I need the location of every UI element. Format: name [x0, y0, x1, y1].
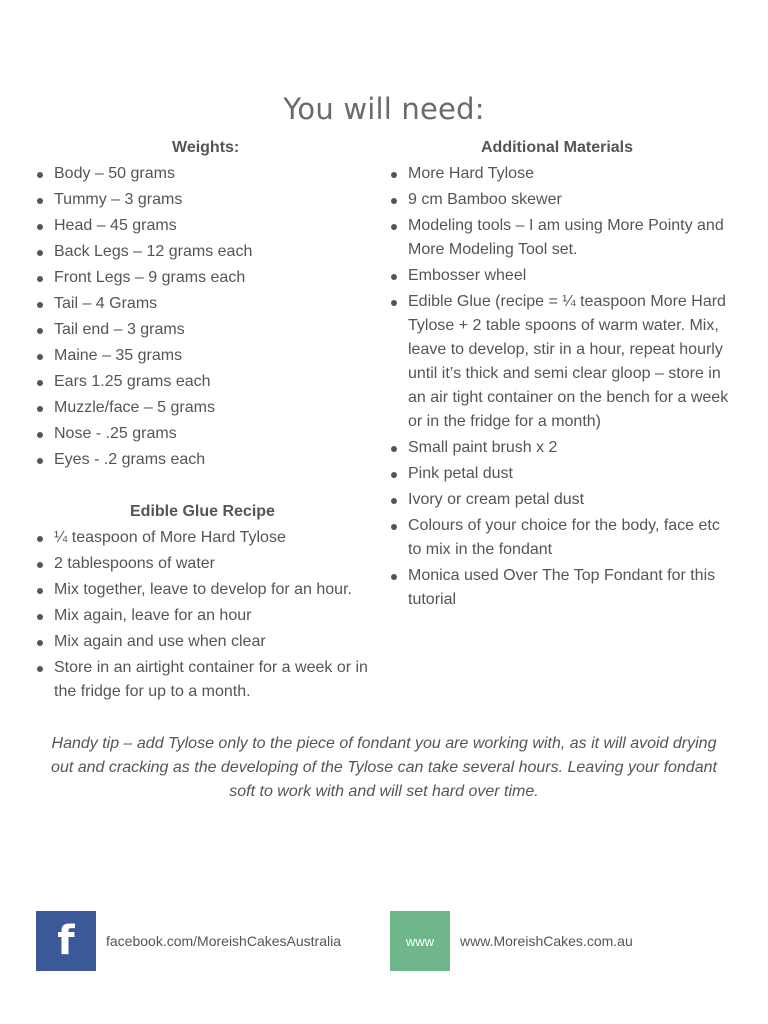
list-item: More Hard Tylose: [390, 162, 735, 186]
list-item: Maine – 35 grams: [36, 344, 381, 368]
list-item: Small paint brush x 2: [390, 436, 735, 460]
list-item: 2 tablespoons of water: [36, 552, 381, 576]
glue-recipe-list: [36, 526, 381, 704]
weights-heading: Weights:: [172, 139, 240, 156]
list-item: Monica used Over The Top Fondant for this tutorial: [390, 564, 735, 612]
list-item: 9 cm Bamboo skewer: [390, 188, 735, 212]
list-item: Pink petal dust: [390, 462, 735, 486]
list-item: Mix together, leave to develop for an hour.: [36, 578, 381, 602]
materials-list: [390, 162, 735, 612]
list-item: Modeling tools – I am using More Pointy and More Modeling Tool set.: [390, 214, 735, 262]
list-item: Muzzle/face – 5 grams: [36, 396, 381, 420]
materials-heading: Additional Materials: [481, 139, 634, 156]
weights-list: [36, 162, 381, 472]
website-icon[interactable]: www: [390, 911, 450, 971]
list-item: Back Legs – 12 grams each: [36, 240, 381, 264]
right-column: [390, 136, 735, 614]
list-item: Embosser wheel: [390, 264, 735, 288]
list-item: Nose - .25 grams: [36, 422, 381, 446]
list-item: Tail – 4 Grams: [36, 292, 381, 316]
list-item: Mix again, leave for an hour: [36, 604, 381, 628]
list-item: ¼ teaspoon of More Hard Tylose: [36, 526, 381, 550]
list-item: Body – 50 grams: [36, 162, 381, 186]
left-column: [36, 136, 381, 706]
list-item: Head – 45 grams: [36, 214, 381, 238]
glue-recipe-heading: Edible Glue Recipe: [130, 503, 275, 520]
list-item: Ivory or cream petal dust: [390, 488, 735, 512]
list-item: Edible Glue (recipe = ¼ teaspoon More Hard Tylose + 2 table spoons of warm water. Mix, leave to develop, stir in a hour, repeat hourly until it’s thick and semi clear gloop – store in an air tight container on the bench for a week or in the fridge for a month): [390, 290, 735, 434]
list-item: Eyes - .2 grams each: [36, 448, 381, 472]
list-item: Tail end – 3 grams: [36, 318, 381, 342]
list-item: Mix again and use when clear: [36, 630, 381, 654]
website-link[interactable]: www.MoreishCakes.com.au: [460, 933, 633, 949]
handy-tip: Handy tip – add Tylose only to the piece of fondant you are working with, as it will avoid drying out and cracking as the developing of the Tylose can take several hours. Leaving your fondant soft to work with and will set hard over time.: [51, 735, 717, 800]
facebook-link[interactable]: facebook.com/MoreishCakesAustralia: [106, 933, 341, 949]
list-item: Front Legs – 9 grams each: [36, 266, 381, 290]
page-title: You will need:: [283, 92, 485, 126]
list-item: Ears 1.25 grams each: [36, 370, 381, 394]
list-item: Colours of your choice for the body, face etc to mix in the fondant: [390, 514, 735, 562]
list-item: Store in an airtight container for a week or in the fridge for up to a month.: [36, 656, 381, 704]
list-item: Tummy – 3 grams: [36, 188, 381, 212]
facebook-icon[interactable]: f: [36, 911, 96, 971]
